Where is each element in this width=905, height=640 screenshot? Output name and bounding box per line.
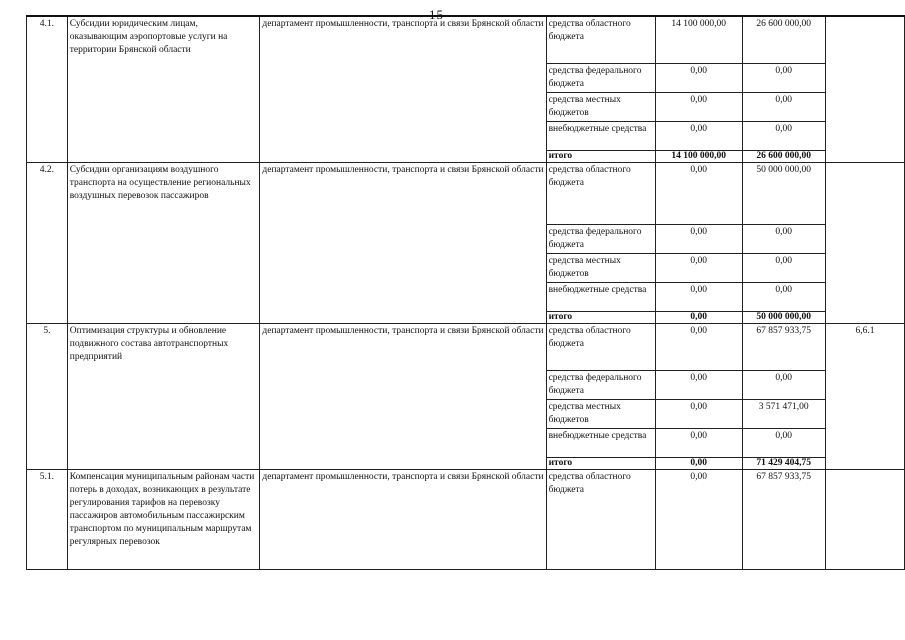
measure-name: Субсидии организациям воздушного транспорта на осуществление региональных воздушных перевозок пассажиров [67,162,260,323]
amount-col1: 0,00 [655,399,742,428]
amount-col1: 0,00 [655,370,742,399]
amount-col1: 0,00 [655,428,742,457]
target-indicator [825,16,904,162]
amount-col1: 0,00 [655,162,742,224]
amount-col1: 0,00 [655,323,742,370]
amount-col2: 3 571 471,00 [742,399,825,428]
funding-source-label: внебюджетные средства [546,282,655,311]
funding-source-label: средства областного бюджета [546,323,655,370]
amount-col2: 0,00 [742,63,825,92]
amount-col2: 26 600 000,00 [742,16,825,63]
row-number: 4.2. [27,162,68,323]
row-number: 4.1. [27,16,68,162]
total-label: итого [546,150,655,162]
amount-col1: 0,00 [655,63,742,92]
amount-col2: 0,00 [742,428,825,457]
target-indicator [825,162,904,323]
measure-name: Компенсация муниципальным районам части потерь в доходах, возникающих в результате регулирования тарифов на перевозку пассажиров автомобильным пассажирским транспортом по муниципальным маршрутам регулярных перевозок [67,469,260,569]
budget-table [26,15,905,570]
target-indicator: 6,6.1 [825,323,904,469]
amount-col2: 0,00 [742,370,825,399]
funding-source-label: средства местных бюджетов [546,253,655,282]
total-col2: 50 000 000,00 [742,311,825,323]
amount-col1: 0,00 [655,282,742,311]
funding-source-label: средства областного бюджета [546,16,655,63]
amount-col2: 0,00 [742,282,825,311]
row-number: 5.1. [27,469,68,569]
target-indicator [825,469,904,569]
funding-source-label: средства местных бюджетов [546,399,655,428]
funding-source-label: средства местных бюджетов [546,92,655,121]
funding-source-label: средства федерального бюджета [546,63,655,92]
funding-source-label: средства федерального бюджета [546,224,655,253]
total-label: итого [546,311,655,323]
amount-col2: 0,00 [742,121,825,150]
funding-source-label: средства федерального бюджета [546,370,655,399]
measure-name: Оптимизация структуры и обновление подвижного состава автотранспортных предприятий [67,323,260,469]
amount-col2: 50 000 000,00 [742,162,825,224]
funding-source-label: внебюджетные средства [546,428,655,457]
funding-source-label: средства областного бюджета [546,162,655,224]
amount-col1: 0,00 [655,121,742,150]
total-col1: 0,00 [655,457,742,469]
amount-col2: 0,00 [742,224,825,253]
amount-col1: 0,00 [655,469,742,569]
measure-name: Субсидии юридическим лицам, оказывающим аэропортовые услуги на территории Брянской области [67,16,260,162]
funding-source-label: средства областного бюджета [546,469,655,569]
amount-col2: 0,00 [742,253,825,282]
amount-col2: 0,00 [742,92,825,121]
total-col2: 26 600 000,00 [742,150,825,162]
page-number: 15 [429,7,444,22]
executor: департамент промышленности, транспорта и связи Брянской области [260,16,546,162]
amount-col1: 14 100 000,00 [655,16,742,63]
total-label: итого [546,457,655,469]
amount-col1: 0,00 [655,92,742,121]
row-number: 5. [27,323,68,469]
executor: департамент промышленности, транспорта и связи Брянской области [260,323,546,469]
total-col2: 71 429 404,75 [742,457,825,469]
executor: департамент промышленности, транспорта и связи Брянской области [260,469,546,569]
amount-col2: 67 857 933,75 [742,323,825,370]
total-col1: 0,00 [655,311,742,323]
total-col1: 14 100 000,00 [655,150,742,162]
amount-col1: 0,00 [655,224,742,253]
funding-source-label: внебюджетные средства [546,121,655,150]
amount-col1: 0,00 [655,253,742,282]
executor: департамент промышленности, транспорта и связи Брянской области [260,162,546,323]
amount-col2: 67 857 933,75 [742,469,825,569]
